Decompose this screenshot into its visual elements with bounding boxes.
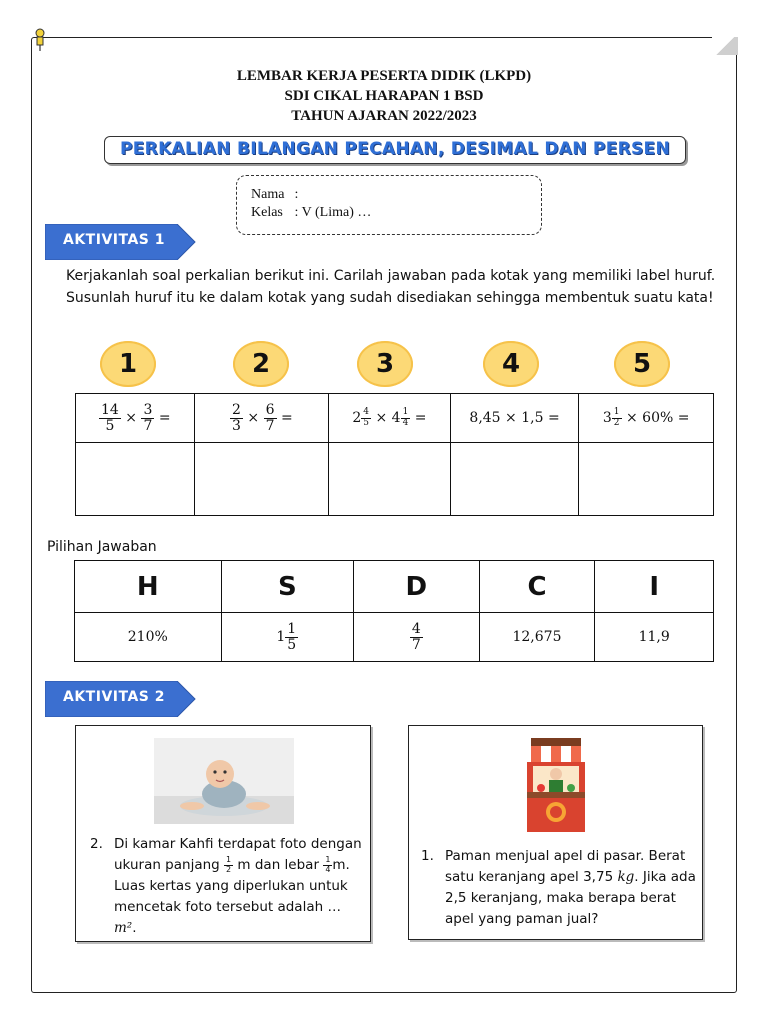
choice-letter-s: S — [221, 561, 354, 613]
q3-b-num: 1 — [402, 407, 409, 418]
fruit-stall-illustration — [519, 736, 593, 836]
problem-1-number: 1. — [421, 848, 434, 864]
q3-b-den: 4 — [402, 417, 409, 428]
q1-op: × — [125, 410, 138, 426]
choice-letters-row — [75, 561, 714, 613]
problem-2-f1-den: 2 — [226, 864, 232, 874]
problem-2-text-2: m dan lebar — [237, 857, 320, 873]
question-3 — [329, 394, 451, 443]
q5-a-den: 2 — [613, 417, 620, 428]
pin-icon — [32, 28, 48, 52]
question-1 — [76, 394, 195, 443]
q1-b-den: 7 — [143, 417, 153, 434]
q3-a-num: 4 — [363, 407, 370, 418]
q1-a-den: 5 — [105, 417, 115, 434]
activity-2-banner — [45, 681, 197, 717]
class-label: Kelas — [251, 205, 283, 220]
problem-card-2 — [75, 725, 371, 942]
problem-2-f2-num: 1 — [325, 855, 331, 865]
problem-2-text — [114, 834, 362, 939]
problem-1 — [421, 846, 697, 930]
problem-2-f2-den: 4 — [325, 864, 331, 874]
choice-value-c: 12,675 — [479, 613, 595, 662]
activity-1-banner — [45, 224, 197, 260]
q3-a-den: 5 — [363, 417, 370, 428]
q2-a-den: 3 — [232, 417, 241, 434]
problem-1-text — [445, 846, 697, 930]
problem-2 — [90, 834, 362, 939]
q2-b-num: 6 — [265, 401, 275, 418]
number-badge-5: 5 — [614, 341, 670, 387]
answer-choices-label: Pilihan Jawaban — [47, 539, 157, 555]
choice-letter-d: D — [354, 561, 480, 613]
choice-letter-h: H — [75, 561, 222, 613]
activity-2-label: AKTIVITAS 2 — [63, 689, 165, 705]
q3-eq: = — [414, 410, 427, 426]
class-row — [251, 204, 541, 222]
number-badge-4: 4 — [483, 341, 539, 387]
choice-values-row — [75, 613, 714, 662]
problem-card-1 — [408, 725, 703, 940]
header-line-2: SDI CIKAL HARAPAN 1 BSD — [284, 88, 484, 104]
choice-s-den: 5 — [287, 636, 297, 653]
problem-2-text-4: . — [132, 920, 137, 936]
answer-box-5[interactable] — [579, 443, 714, 516]
worksheet-header — [0, 66, 768, 126]
problem-2-text-1: Di kamar Kahfi terdapat foto dengan ukuran panjang — [114, 836, 362, 873]
page-corner-fold — [712, 37, 738, 55]
choice-letter-i: I — [595, 561, 714, 613]
baby-photo — [154, 738, 294, 824]
q5-rest: × 60% = — [625, 410, 690, 426]
questions-row — [76, 394, 714, 443]
problem-2-unit: m² — [114, 920, 133, 936]
question-5 — [579, 394, 714, 443]
choice-value-d — [354, 613, 480, 662]
problem-1-text-1: Paman menjual apel di pasar. Berat satu keranjang apel 3,75 — [445, 848, 686, 885]
q3-b-whole: 4 — [391, 410, 401, 426]
choice-s-num: 1 — [287, 620, 297, 637]
q5-a-num: 1 — [613, 407, 620, 418]
name-value[interactable]: : — [294, 187, 299, 202]
answer-box-3[interactable] — [329, 443, 451, 516]
choice-value-h: 210% — [75, 613, 222, 662]
choice-s-whole: 1 — [276, 629, 286, 645]
question-4 — [450, 394, 579, 443]
class-value[interactable]: : V (Lima) … — [294, 205, 372, 220]
number-badge-3: 3 — [357, 341, 413, 387]
problem-1-text-2: . Jika ada 2,5 keranjang, maka berapa berat apel yang paman jual? — [445, 869, 696, 927]
topic-title: PERKALIAN BILANGAN PECAHAN, DESIMAL DAN PERSEN — [104, 136, 686, 164]
problem-1-unit: kg — [617, 869, 635, 885]
problem-2-f1-num: 1 — [226, 855, 232, 865]
answer-box-4[interactable] — [450, 443, 579, 516]
choice-letter-c: C — [479, 561, 595, 613]
q2-op: × — [247, 410, 260, 426]
identity-box — [236, 175, 542, 235]
choice-value-i: 11,9 — [595, 613, 714, 662]
questions-table — [75, 393, 714, 516]
problem-2-number: 2. — [90, 836, 103, 852]
q2-eq: = — [280, 410, 293, 426]
answer-row — [76, 443, 714, 516]
number-badge-1: 1 — [100, 341, 156, 387]
activity-1-instructions: Kerjakanlah soal perkalian berikut ini. Carilah jawaban pada kotak yang memiliki label huruf. Susunlah huruf itu ke dalam kotak yang sudah disediakan sehingga membentuk suatu kata! — [66, 268, 716, 306]
q5-a-whole: 3 — [602, 410, 612, 426]
choice-d-num: 4 — [411, 620, 421, 637]
q1-eq: = — [158, 410, 171, 426]
answer-choices-table — [74, 560, 714, 662]
name-label: Nama — [251, 187, 285, 202]
choice-value-s — [221, 613, 354, 662]
activity-1-label: AKTIVITAS 1 — [63, 232, 165, 248]
q1-a-num: 14 — [101, 401, 119, 418]
choice-d-den: 7 — [411, 636, 421, 653]
name-row — [251, 186, 541, 204]
q2-a-num: 2 — [232, 401, 241, 418]
q1-b-num: 3 — [143, 401, 153, 418]
q3-op: × — [375, 410, 388, 426]
problem-2-text-3: m. Luas kertas yang diperlukan untuk mencetak foto tersebut adalah … — [114, 857, 350, 915]
answer-box-1[interactable] — [76, 443, 195, 516]
q4-text: 8,45 × 1,5 = — [469, 410, 560, 426]
header-line-1: LEMBAR KERJA PESERTA DIDIK (LKPD) — [236, 68, 532, 84]
q3-a-whole: 2 — [352, 410, 362, 426]
q2-b-den: 7 — [265, 417, 275, 434]
answer-box-2[interactable] — [194, 443, 329, 516]
header-line-3: TAHUN AJARAN 2022/2023 — [291, 108, 477, 124]
number-badge-2: 2 — [233, 341, 289, 387]
question-2 — [194, 394, 329, 443]
